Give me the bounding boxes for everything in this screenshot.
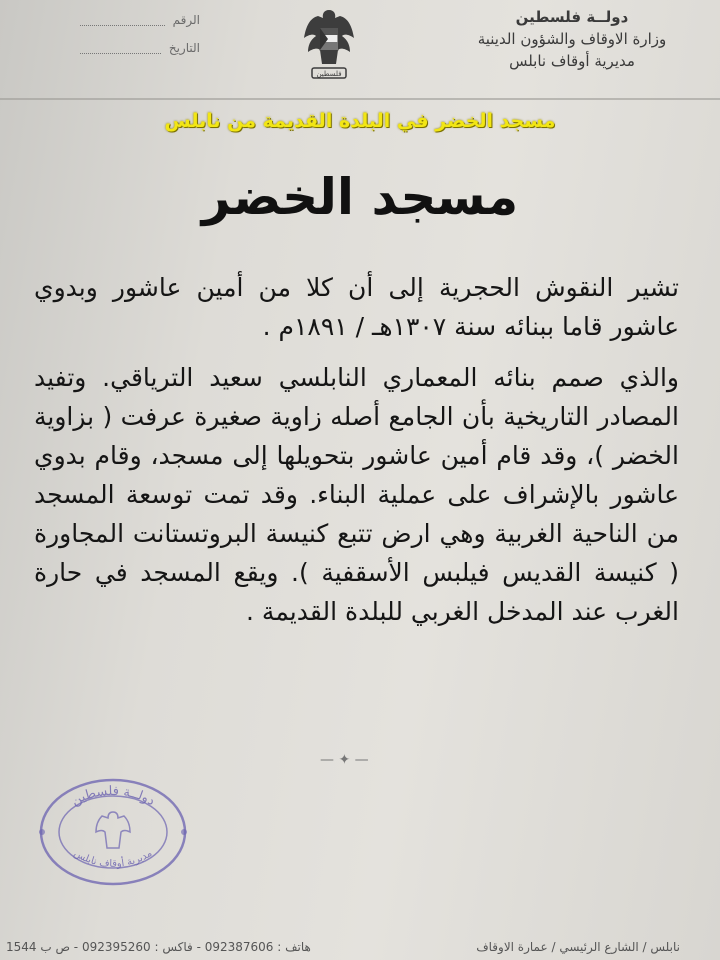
paragraph-1: تشير النقوش الحجرية إلى أن كلا من أمين عاشور وبدوي عاشور قاما ببنائه سنة ١٣٠٧هـ / ١٨٩١م . — [34, 273, 679, 341]
image-caption: مسجد الخضر في البلدة القديمة من نابلس — [164, 110, 556, 132]
letterhead-footer — [0, 934, 720, 960]
ref-field — [80, 6, 200, 34]
ref-dotted-line — [80, 15, 165, 26]
eagle-emblem-icon — [300, 4, 358, 84]
emblem-text: فلسطين — [316, 70, 342, 78]
letterhead-line-ministry: وزارة الاوقاف والشؤون الدينية — [477, 30, 667, 48]
footer-address: نابلس / الشارع الرئيسي / عمارة الاوقاف — [476, 940, 680, 954]
letterhead-org — [452, 6, 692, 72]
ref-label: الرقم — [172, 13, 200, 27]
letterhead-line-directorate: مديرية أوقاف نابلس — [509, 52, 635, 70]
stamp-top-text: دولــة فلسطين — [68, 783, 158, 810]
footer-contact: هاتف : 092387606 - فاكس : 092395260 - ص ب 1544 — [6, 940, 311, 954]
body-text — [34, 268, 679, 631]
page-title: مسجد الخضر — [201, 168, 519, 226]
official-stamp — [28, 770, 198, 890]
date-label: التاريخ — [168, 41, 200, 55]
letterhead-line-state: دولــة فلسطين — [515, 8, 629, 26]
paragraph-2: والذي صمم بنائه المعماري النابلسي سعيد الترياقي. وتفيد المصادر التاريخية بأن الجامع أصله زاوية صغيرة عرفت ( بزاوية الخضر )، وقد قام أمين عاشور بتحويلها إلى مسجد، وقام بدوي عاشور بالإشراف على عملية البناء. وقد تمت توسعة المسجد من الناحية الغربية وهي ارض تتبع كنيسة البروتستانت المجاورة ( كنيسة القديس فيلبس الأسقفية ). ويقع المسجد في حارة الغرب عند المدخل الغربي للبلدة القديمة . — [34, 363, 679, 626]
header-divider — [0, 98, 720, 100]
date-field — [80, 34, 200, 62]
date-dotted-line — [80, 43, 161, 54]
ornament-divider: — ✦ — — [320, 752, 369, 768]
letterhead-fields — [80, 6, 200, 62]
stamp-bottom-text: مديرية أوقاف نابلس — [71, 847, 155, 870]
